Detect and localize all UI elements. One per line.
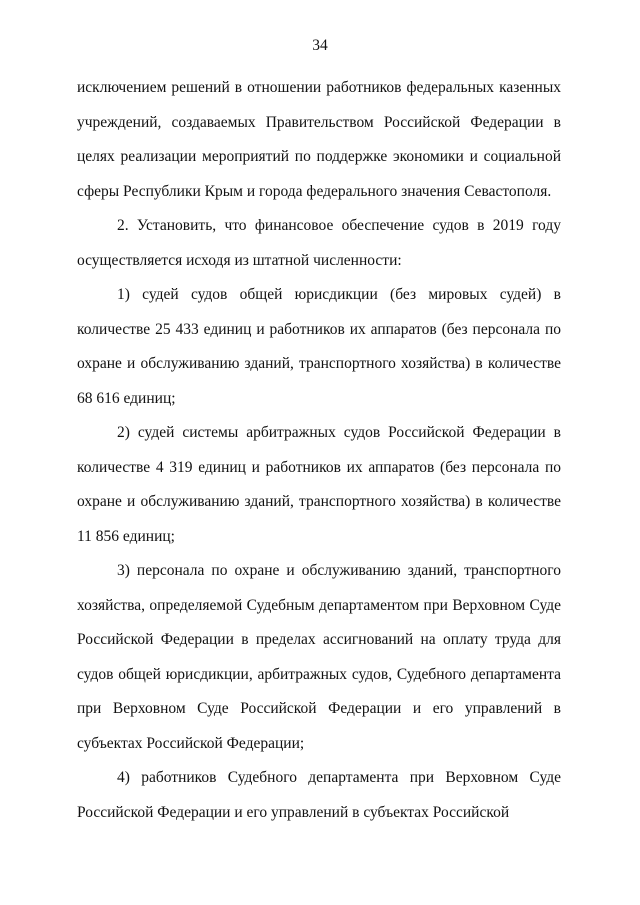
body-text — [77, 71, 561, 830]
paragraph-continuation: исключением решений в отношении работников федеральных казенных учреждений, создаваемых Правительством Российской Федерации в целях реализации мероприятий по поддержке экономики и социальной сферы Республики Крым и города федерального значения Севастополя. — [77, 79, 561, 200]
page-number: 34 — [312, 37, 328, 54]
paragraph-subitem-1: 1) судей судов общей юрисдикции (без мировых судей) в количестве 25 433 единиц и работников их аппаратов (без персонала по охране и обслуживанию зданий, транспортного хозяйства) в количестве 68 616 единиц; — [77, 286, 561, 407]
paragraph-item-2: 2. Установить, что финансовое обеспечение судов в 2019 году осуществляется исходя из штатной численности: — [77, 217, 561, 269]
paragraph-subitem-4: 4) работников Судебного департамента при Верховном Суде Российской Федерации и его управлений в субъектах Российской — [77, 769, 561, 821]
paragraph-subitem-2: 2) судей системы арбитражных судов Российской Федерации в количестве 4 319 единиц и работников их аппаратов (без персонала по охране и обслуживанию зданий, транспортного хозяйства) в количестве 11 856 единиц; — [77, 424, 561, 545]
paragraph-subitem-3: 3) персонала по охране и обслуживанию зданий, транспортного хозяйства, определяемой Судебным департаментом при Верховном Суде Российской Федерации в пределах ассигнований на оплату труда для судов общей юрисдикции, арбитражных судов, Судебного департамента при Верховном Суде Российской Федерации и его управлений в субъектах Российской Федерации; — [77, 562, 561, 752]
